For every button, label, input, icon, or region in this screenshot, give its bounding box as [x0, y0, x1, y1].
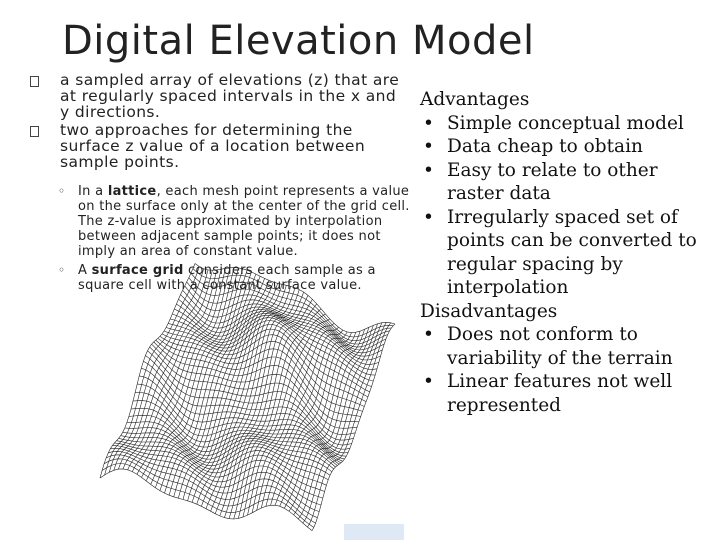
bullet-icon: •: [423, 371, 434, 392]
bullet-icon: •: [423, 112, 434, 134]
disadvantage-item: [420, 323, 710, 370]
mesh-line: [125, 428, 334, 469]
advantage-text: Easy to relate to other raster data: [447, 159, 658, 204]
mesh-line: [243, 319, 330, 517]
sub-bullet-item: [56, 184, 410, 259]
advantage-item: [420, 206, 710, 300]
bullet-icon: •: [423, 206, 434, 228]
bullet-item: [30, 122, 410, 170]
mesh-line: [128, 269, 221, 470]
checkbox-bullet-icon: [30, 76, 39, 87]
sub-bullet-list: [56, 184, 410, 293]
disadvantage-text: Linear features not well represented: [447, 371, 673, 416]
bullet-item: [30, 72, 410, 120]
advantage-item: [420, 159, 710, 206]
advantage-text: Simple conceptual model: [447, 112, 684, 134]
disadvantage-item: [420, 370, 710, 417]
mesh-line: [102, 464, 314, 528]
bullet-icon: •: [423, 324, 434, 345]
advantage-text: Irregularly spaced set of points can be converted to regular spacing by interpolation: [447, 206, 697, 298]
right-content: [420, 88, 710, 417]
sub-bullet-suffix: considers each sample as a square cell with a constant surface value.: [78, 263, 376, 293]
disadvantage-text: Does not conform to variability of the terrain: [447, 324, 673, 369]
advantage-item: [420, 112, 710, 136]
sub-bullet-term: surface grid: [91, 263, 184, 278]
bullet-text: a sampled array of elevations (z) that are at regularly spaced intervals in the x and y directions.: [60, 71, 400, 121]
advantage-item: [420, 135, 710, 159]
sub-bullet-icon: ◦: [58, 263, 66, 277]
bullet-icon: •: [423, 136, 434, 157]
mesh-line: [123, 270, 217, 469]
mesh-line: [280, 329, 365, 506]
sub-bullet-icon: ◦: [58, 184, 66, 198]
sub-bullet-term: lattice: [107, 184, 157, 199]
mesh-line: [303, 322, 387, 523]
slide-title: Digital Elevation Model: [62, 18, 535, 64]
advantage-text: Data cheap to obtain: [447, 136, 643, 157]
sub-bullet-prefix: In a: [78, 184, 108, 199]
disadvantages-heading: Disadvantages: [420, 300, 558, 322]
sub-bullet-item: [56, 263, 410, 293]
checkbox-bullet-icon: [30, 126, 39, 137]
left-content: [30, 72, 410, 297]
bullet-icon: •: [423, 159, 434, 181]
slide-corner-decoration: [344, 524, 404, 540]
sub-bullet-suffix: , each mesh point represents a value on the surface only at the center of the grid cell. The z-value is approximated by interpolation between adjacent sample points; it does not imply an area of constant value.: [78, 184, 410, 259]
advantages-heading: Advantages: [420, 89, 530, 110]
bullet-text: two approaches for determining the surface z value of a location between sample points.: [60, 121, 366, 171]
sub-bullet-prefix: A: [78, 263, 92, 278]
